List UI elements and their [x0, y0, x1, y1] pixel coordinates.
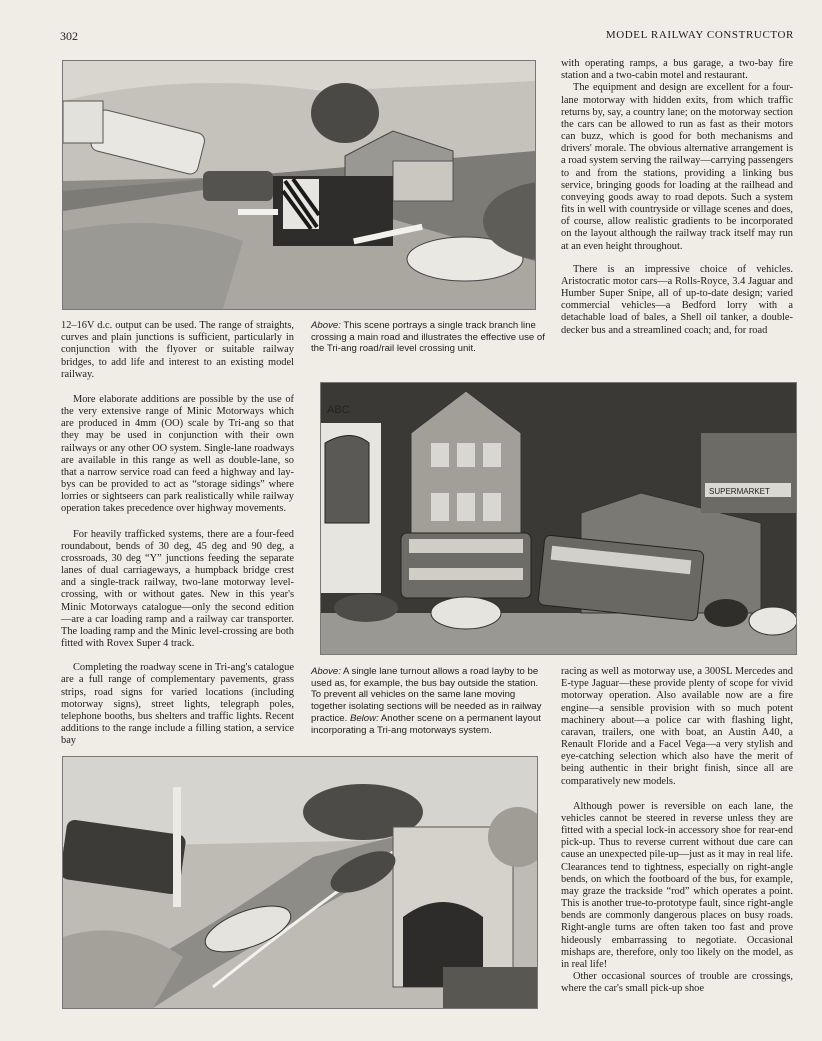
- paragraph: Completing the roadway scene in Tri-ang's catalogue are a full range of complementary pavements, grass strips, road signs for varied locations (including motorway signs), street lights, telegraph poles, telephone booths, bus shelters and traffic lights. Recent additions to the range include a filling station, a service bay: [61, 662, 294, 747]
- caption-label-below: Below:: [349, 712, 379, 724]
- caption-level-crossing: [311, 320, 547, 355]
- paragraph: The equipment and design are excellent for a four-lane motorway with hidden exits, from which traffic returns by, say, a country lane; on the motorway section the cars can be allowed to run as fast as their motors can buzz, which is good for both mechanisms and drivers' morale. The obvious alternative arrangement is a road system serving the railway—carrying passengers to and from the stations, providing a linking bus service, bringing goods for loading at the railhead and conveying goods away to road depots. Such a system fits in well with countryside or village scenes and does, of course, allow realistic gradients to be incorporated on the layout although the railway track itself may run at an even height throughout.: [561, 82, 793, 252]
- magazine-title: MODEL RAILWAY CONSTRUCTOR: [605, 29, 794, 41]
- caption-label: Above:: [311, 320, 341, 331]
- body-column-left: [61, 320, 294, 748]
- paragraph: racing as well as motorway use, a 300SL Mercedes and E-type Jaguar—these provide plenty of scope for vivid motorway operation. Also available now are a fire engine—a sensible provision with so much potent machinery about—a police car with flashing light, caravan, trailers, one with boat, an Austin A40, a Renault Floride and a Facel Vega—a very stylish and eye-catching selection which also have the merit of being authentic in their bright finish, since all are comparatively new models.: [561, 666, 793, 787]
- paragraph: More elaborate additions are possible by the use of the very extensive range of Minic Motorways which are produced in 4mm (OO) scale by Tri-ang so that they may be used in conjunction with their own railways or any other OO system. Single-lane roadways are available in this range as well as double-lane, so that a narrow service road can feed a highway and lay-bys can be provided to act as “storage sidings” where lorries or sightseers can park realistically while railway operation takes precedence over highway movements.: [61, 393, 294, 515]
- paragraph: There is an impressive choice of vehicles. Aristocratic motor cars—a Rolls-Royce, 3.4 Jaguar and Humber Super Snipe, all of up-to-date design; varied commercial vehicles—a Bedford lorry with a detachable load of bales, a Shell oil tanker, a double-decker bus and a streamlined coach; and, for road: [561, 263, 793, 336]
- photo-bridge-scene: [62, 756, 538, 1009]
- photo-level-crossing: [62, 60, 536, 310]
- caption-text: This scene portrays a single track branch line crossing a main road and illustrates the effective use of the Tri-ang road/rail level crossing unit.: [311, 320, 545, 355]
- body-column-right-top: [561, 58, 793, 337]
- sign-supermarket: SUPERMARKET: [709, 487, 770, 496]
- caption-text-above: A single lane turnout allows a road layby to be used as, for example, the bus bay outside the station. To prevent all vehicles on the same lane moving together isolating sections will be needed as in railway practice.: [311, 666, 542, 724]
- body-column-right-bottom: [561, 666, 793, 995]
- paragraph: Although power is reversible on each lane, the vehicles cannot be steered in reverse unless they are fitted with a special lock-in accessory shoe for rear-end pick-up. Thus to reverse current without due care can cause an unexpected pile-up—just as it may in real life. Clearances tend to tightness, especially on right-angle bends, on which the footboard of the bus, for example, may graze the trackside “rod” which operates a point. This is another true-to-prototype fault, since right-angle bends are commonly dangerous places on busy roads. Right-angle turns are often taken too fast and prove hideously embarrassing to negotiate. Occasional mishaps are, therefore, only too likely on the model, as in real life!: [561, 800, 793, 970]
- paragraph: For heavily trafficked systems, there are a four-feed roundabout, bends of 30 deg, 45 deg and 90 deg, a crossroads, 30 deg “Y” junctions feeding the separate lanes of dual carriageways, a humpback bridge crest and a single-track railway, two-lane motorway level-crossing, with or without gates. New in this year's Minic Motorways catalogue—only the second edition—are a car loading ramp and a railway car transporter. The loading ramp and the Minic level-crossing are both fitted with Rovex Super 4 track.: [61, 528, 294, 650]
- paragraph: with operating ramps, a bus garage, a two-bay fire station and a two-cabin motel and restaurant.: [561, 58, 793, 82]
- paragraph: 12–16V d.c. output can be used. The range of straights, curves and plain junctions is sufficient, particularly in conjunction with the flyover or suitable railway bridges, to add life and interest to an existing model railway.: [61, 320, 294, 380]
- caption-text-below: Another scene on a permanent layout incorporating a Tri-ang motorways system.: [311, 712, 541, 736]
- page-number: 302: [60, 29, 78, 43]
- paragraph: Other occasional sources of trouble are crossings, where the car's small pick-up shoe: [561, 971, 793, 995]
- caption-town-and-bridge: [311, 666, 545, 736]
- caption-label-above: Above:: [311, 666, 341, 677]
- photo-town-scene: [320, 382, 797, 655]
- sign-abc: ABC: [327, 404, 350, 416]
